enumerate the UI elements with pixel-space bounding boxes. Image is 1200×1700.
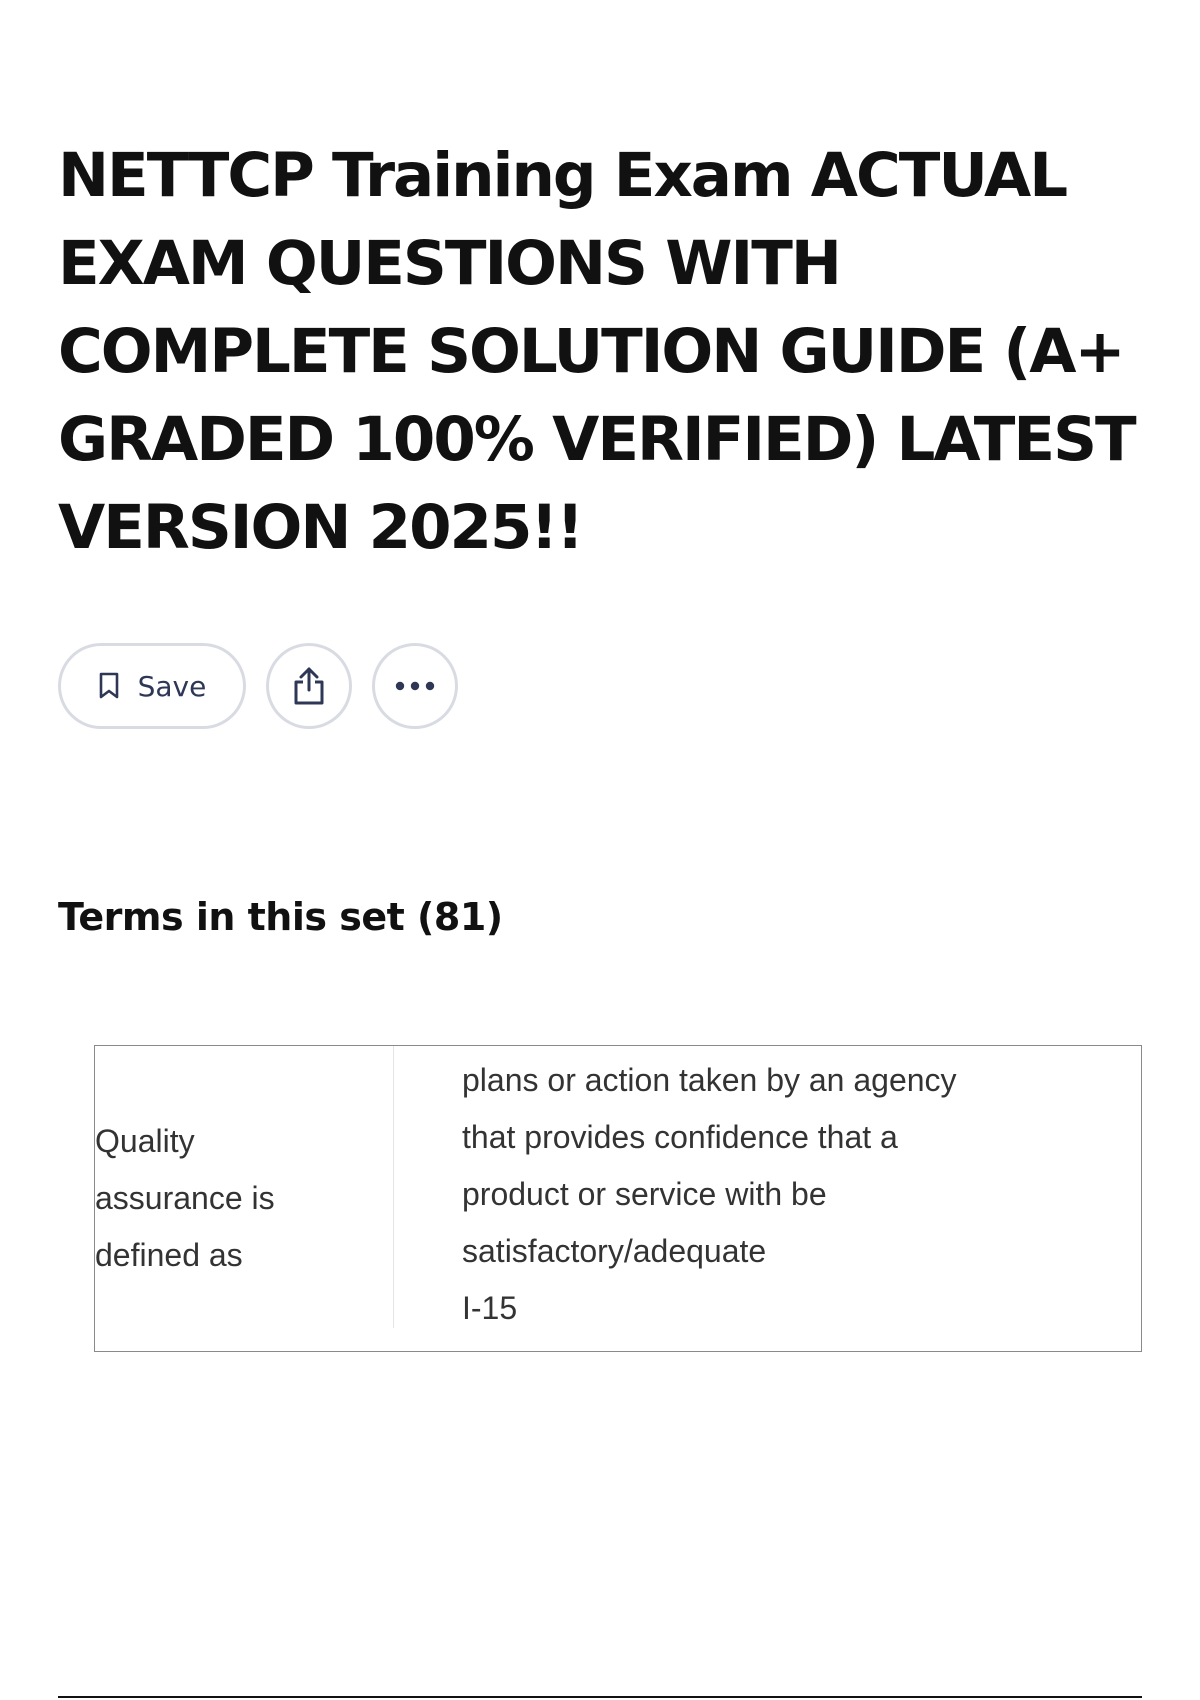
term-cell <box>95 1046 385 1351</box>
share-icon <box>291 666 327 706</box>
term-text: Quality assurance is defined as <box>95 1123 275 1273</box>
definition-cell <box>462 1052 1122 1337</box>
terms-heading: Terms in this set (81) <box>58 895 503 939</box>
definition-text: plans or action taken by an agency that provides confidence that a product or service with be satisfactory/adequate I-15 <box>462 1062 957 1326</box>
more-options-button[interactable] <box>372 643 458 729</box>
action-bar <box>58 643 458 729</box>
term-divider <box>393 1046 394 1328</box>
more-options-icon <box>395 681 435 691</box>
bottom-divider <box>58 1696 1142 1698</box>
share-button[interactable] <box>266 643 352 729</box>
bookmark-icon <box>98 672 120 700</box>
save-button[interactable] <box>58 643 246 729</box>
save-button-label: Save <box>137 669 207 703</box>
term-card[interactable] <box>94 1045 1142 1352</box>
page-title: NETTCP Training Exam ACTUAL EXAM QUESTIONS WITH COMPLETE SOLUTION GUIDE (A+ GRADED 100% VERIFIED) LATEST VERSION 2025!! <box>58 140 1135 563</box>
